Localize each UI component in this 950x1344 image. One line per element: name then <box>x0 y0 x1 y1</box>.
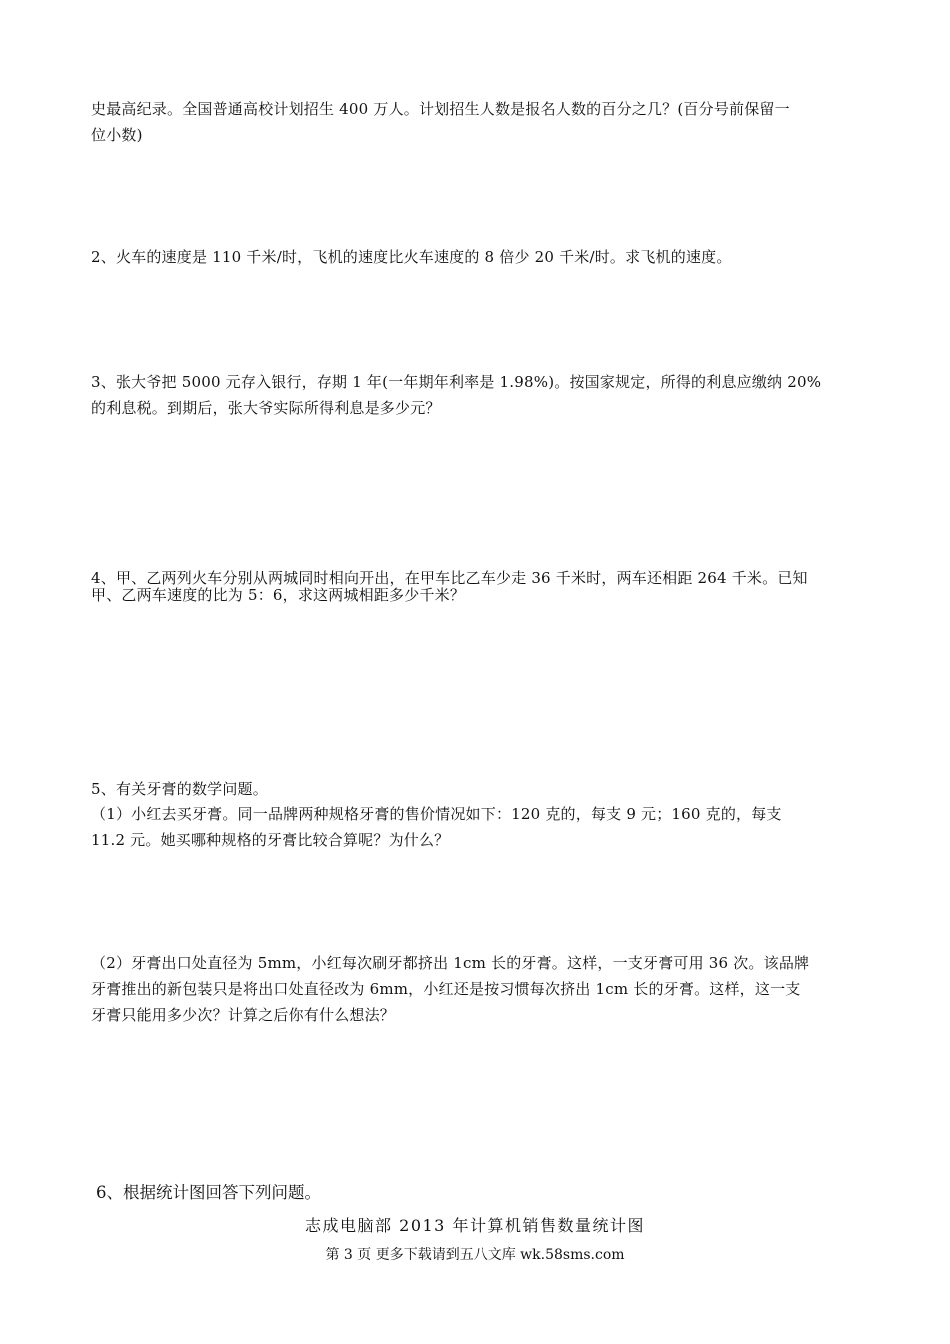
problem-5-part-1-line-1: （1）小红去买牙膏。同一品牌两种规格牙膏的售价情况如下：120 克的，每支 9 元；160 克的，每支 <box>91 805 782 823</box>
problem-6-title: 6、根据统计图回答下列问题。 <box>96 1183 321 1202</box>
problem-3-line-1: 3、张大爷把 5000 元存入银行，存期 1 年(一年期年利率是 1.98%)。按国家规定，所得的利息应缴纳 20% <box>91 373 822 391</box>
problem-4-line-2: 甲、乙两车速度的比为 5：6，求这两城相距多少千米？ <box>91 586 466 604</box>
problem-5-part-2-line-1: （2）牙膏出口处直径为 5mm，小红每次刷牙都挤出 1cm 长的牙膏。这样，一支牙膏可用 36 次。该品牌 <box>91 954 810 972</box>
problem-4-line-1: 4、甲、乙两列火车分别从两城同时相向开出，在甲车比乙车少走 36 千米时，两车还相距 264 千米。已知 <box>91 569 808 587</box>
problem-3-line-2: 的利息税。到期后，张大爷实际所得利息是多少元？ <box>91 399 441 417</box>
page-footer: 第 3 页 更多下载请到五八文库 wk.58sms.com <box>325 1247 625 1263</box>
problem-1-line-2: 位小数) <box>91 126 143 144</box>
problem-5-part-1-line-2: 11.2 元。她买哪种规格的牙膏比较合算呢？为什么？ <box>91 831 450 849</box>
problem-5-part-2-line-2: 牙膏推出的新包装只是将出口处直径改为 6mm，小红还是按习惯每次挤出 1cm 长的牙膏。这样，这一支 <box>91 980 801 998</box>
chart-title: 志成电脑部 2013 年计算机销售数量统计图 <box>305 1216 645 1235</box>
problem-5-part-2-line-3: 牙膏只能用多少次？计算之后你有什么想法？ <box>91 1006 396 1024</box>
problem-1-line-1: 史最高纪录。全国普通高校计划招生 400 万人。计划招生人数是报名人数的百分之几？(百分号前保留一 <box>91 100 790 118</box>
problem-2-text: 2、火车的速度是 110 千米/时，飞机的速度比火车速度的 8 倍少 20 千米/时。求飞机的速度。 <box>91 248 732 266</box>
problem-5-title: 5、有关牙膏的数学问题。 <box>91 780 268 798</box>
